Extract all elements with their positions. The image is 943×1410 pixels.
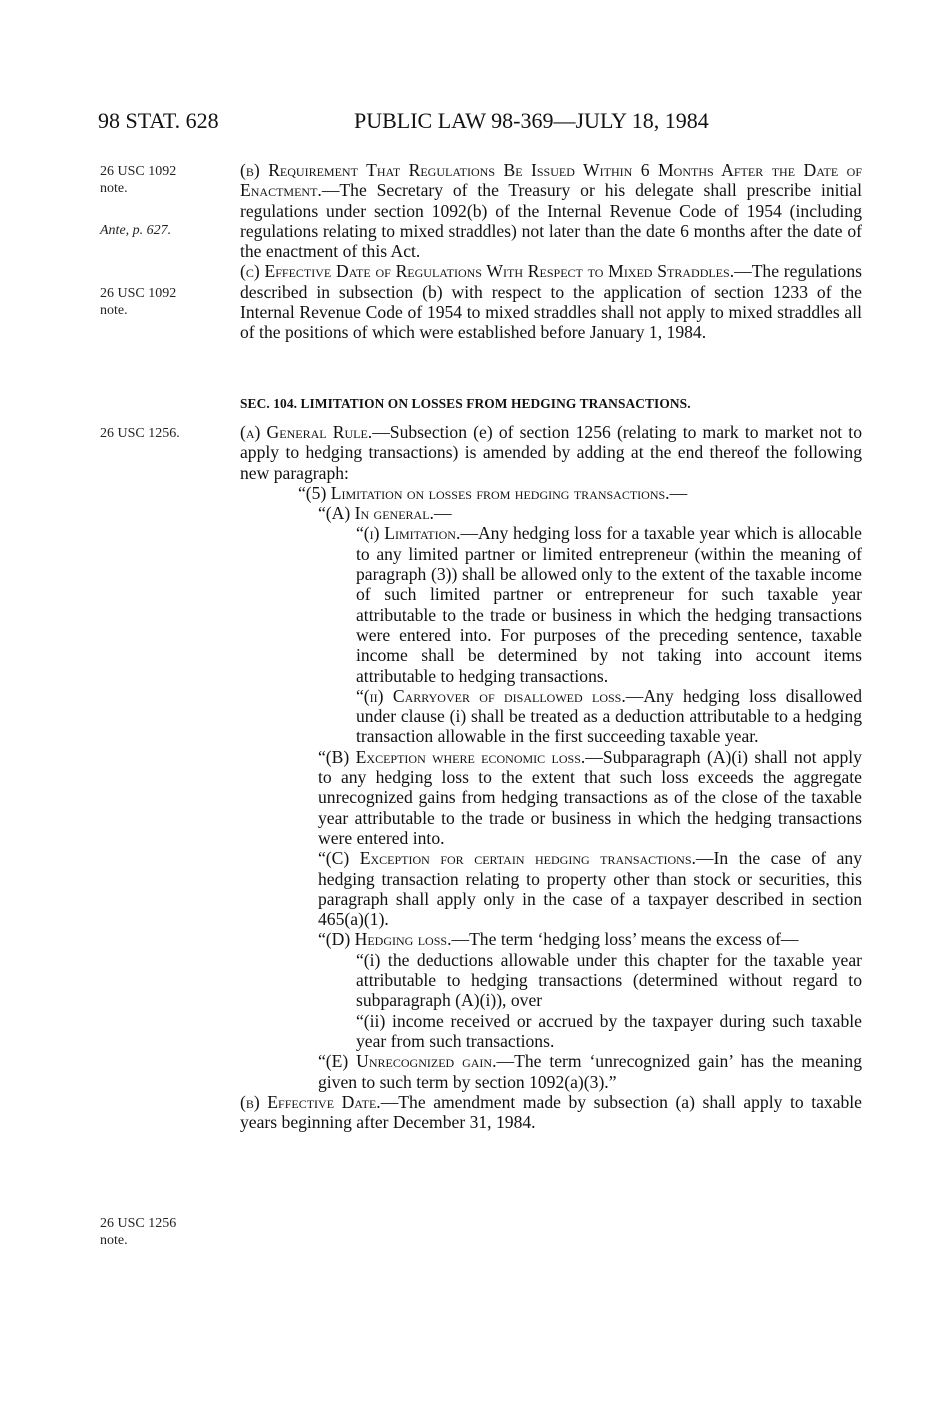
subsection-b: (b) Requirement That Regulations Be Issued Within 6 Months After the Date of Enactment.—The Secretary of the Treasury or his delegate shall prescribe initial regulations under section 1092(b) of the Internal Revenue Code of 1954 (including regulations relating to mixed straddles) not later than the date 6 months after the date of the enactment of this Act.	[240, 160, 862, 262]
margin-note: 26 USC 1092 note.	[100, 286, 177, 318]
subparagraph-e: “(E) Unrecognized gain.—The term ‘unrecognized gain’ has the meaning given to such term by section 1092(a)(3).”	[318, 1051, 862, 1092]
subparagraph-b: “(B) Exception where economic loss.—Subparagraph (A)(i) shall not apply to any hedging loss to the extent that such loss exceeds the aggregate unrecognized gains from hedging transactions as of the close of the taxable year attributable to the trade or business in which the hedging transactions were entered into.	[318, 746, 862, 848]
margin-note: 26 USC 1256.	[100, 426, 180, 441]
subsection-a: (a) General Rule.—Subsection (e) of section 1256 (relating to mark to market not to apply to hedging transactions) is amended by adding at the end thereof the following new paragraph:	[240, 422, 862, 483]
margin-note: 26 USC 1092 note.	[100, 164, 177, 196]
subparagraph-d: “(D) Hedging loss.—The term ‘hedging loss’ means the excess of—	[318, 929, 799, 950]
page-header	[0, 108, 943, 142]
law-title: PUBLIC LAW 98-369—JULY 18, 1984	[354, 108, 709, 133]
section-104-heading: SEC. 104. LIMITATION ON LOSSES FROM HEDGING TRANSACTIONS.	[240, 396, 691, 411]
subparagraph-a-heading: “(A) In general.—	[318, 503, 452, 524]
margin-note: 26 USC 1256 note.	[100, 1216, 177, 1248]
subparagraph-c: “(C) Exception for certain hedging transactions.—In the case of any hedging transaction relating to property other than stock or securities, this paragraph shall apply only in the case of a taxpayer described in section 465(a)(1).	[318, 848, 863, 930]
section-104-body	[240, 422, 862, 1132]
paragraph-5-heading: “(5) Limitation on losses from hedging transactions.—	[298, 482, 688, 503]
stat-page-number: 98 STAT. 628	[98, 108, 219, 133]
clause-d-i: “(i) the deductions allowable under this chapter for the taxable year attributable to hedging transactions (determined without regard to subparagraph (A)(i)), over	[356, 949, 862, 1011]
subsection-c: (c) Effective Date of Regulations With Respect to Mixed Straddles.—The regulations described in subsection (b) with respect to the application of section 1233 of the Internal Revenue Code of 1954 to mixed straddles shall not apply to mixed straddles all of the positions of which were established before January 1, 1984.	[240, 261, 862, 343]
clause-d-ii: “(ii) income received or accrued by the taxpayer during such taxable year from such transactions.	[356, 1010, 862, 1051]
subsection-b-effective-date: (b) Effective Date.—The amendment made by subsection (a) shall apply to taxable years beginning after December 31, 1984.	[240, 1091, 862, 1133]
section-103-subsections	[240, 160, 862, 343]
clause-a-ii: “(ii) Carryover of disallowed loss.—Any hedging loss disallowed under clause (i) shall be treated as a deduction attributable to a hedging transaction allowable in the first succeeding taxable year.	[356, 685, 862, 747]
margin-note: Ante, p. 627.	[100, 223, 172, 238]
clause-a-i: “(i) Limitation.—Any hedging loss for a taxable year which is allocable to any limited partner or limited entrepreneur (within the meaning of paragraph (3)) shall be allowed only to the extent of the taxable income of such limited partner or entrepreneur for such taxable year attributable to the trade or business in which the hedging transactions were entered into. For purposes of the preceding sentence, taxable income shall be determined by not taking into account items attributable to hedging transactions.	[356, 523, 862, 686]
